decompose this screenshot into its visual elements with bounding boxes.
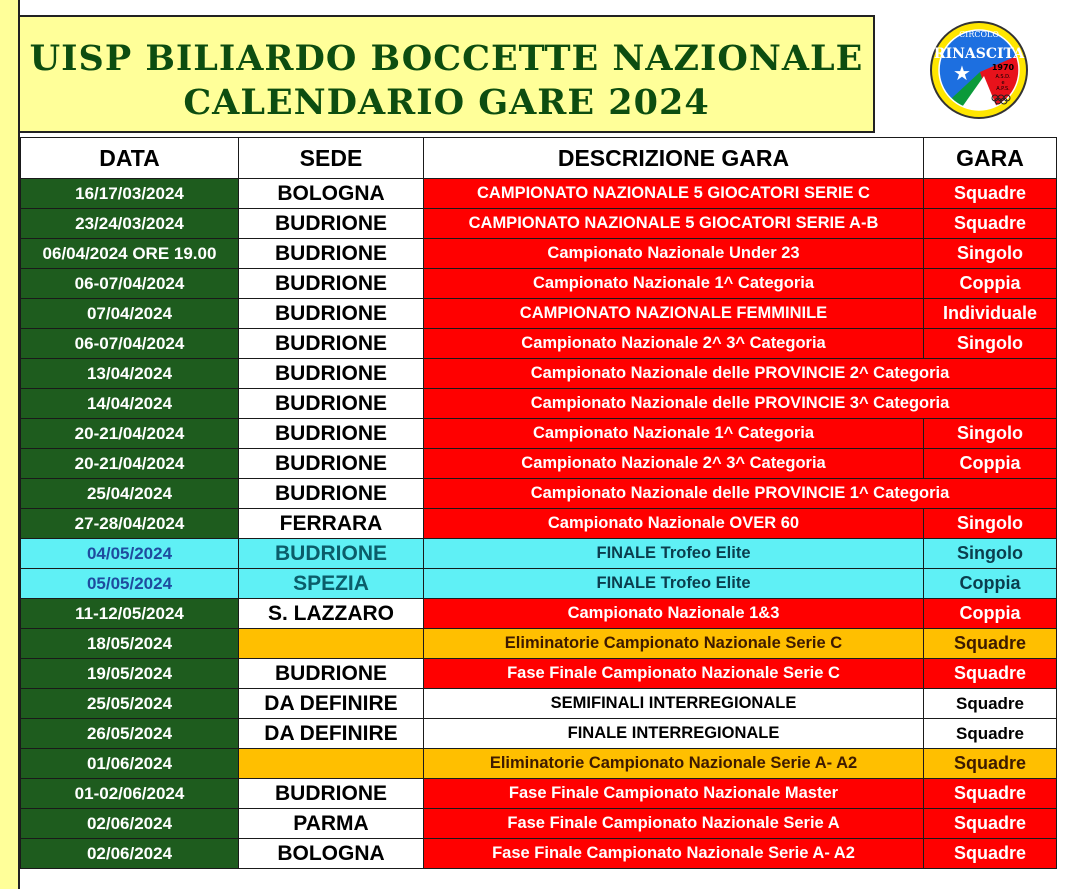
table-row [21, 479, 1057, 509]
cell-descrizione: Fase Finale Campionato Nazionale Serie A- A2 [424, 839, 924, 869]
table-row [21, 179, 1057, 209]
cell-sede: BUDRIONE [239, 239, 424, 269]
cell-descrizione: CAMPIONATO NAZIONALE 5 GIOCATORI SERIE A-B [424, 209, 924, 239]
left-border-strip [0, 0, 20, 889]
cell-sede: BOLOGNA [239, 179, 424, 209]
cell-data: 02/06/2024 [21, 809, 239, 839]
cell-sede: BUDRIONE [239, 539, 424, 569]
title-banner [20, 15, 875, 133]
table-row [21, 209, 1057, 239]
cell-descrizione: Campionato Nazionale 2^ 3^ Categoria [424, 449, 924, 479]
cell-data: 14/04/2024 [21, 389, 239, 419]
cell-gara: Singolo [924, 509, 1057, 539]
cell-gara: Squadre [924, 629, 1057, 659]
cell-gara: Squadre [924, 719, 1057, 749]
circolo-rinascita-logo [920, 20, 1038, 120]
cell-sede: SPEZIA [239, 569, 424, 599]
cell-gara: Singolo [924, 419, 1057, 449]
table-row [21, 449, 1057, 479]
cell-descrizione: FINALE INTERREGIONALE [424, 719, 924, 749]
table-row [21, 389, 1057, 419]
cell-data: 18/05/2024 [21, 629, 239, 659]
cell-data: 05/05/2024 [21, 569, 239, 599]
cell-data: 04/05/2024 [21, 539, 239, 569]
page-subtitle: CALENDARIO GARE 2024 [183, 82, 710, 123]
cell-gara: Squadre [924, 809, 1057, 839]
table-row [21, 599, 1057, 629]
cell-data: 01-02/06/2024 [21, 779, 239, 809]
table-row [21, 509, 1057, 539]
calendar-body [21, 179, 1057, 869]
cell-descrizione: SEMIFINALI INTERREGIONALE [424, 689, 924, 719]
cell-descrizione: Campionato Nazionale 1&3 [424, 599, 924, 629]
cell-sede: BUDRIONE [239, 299, 424, 329]
table-row [21, 299, 1057, 329]
cell-descrizione: FINALE Trofeo Elite [424, 539, 924, 569]
cell-sede: PARMA [239, 809, 424, 839]
table-row [21, 419, 1057, 449]
cell-data: 11-12/05/2024 [21, 599, 239, 629]
cell-sede: DA DEFINIRE [239, 719, 424, 749]
cell-sede: BUDRIONE [239, 419, 424, 449]
header-row [21, 138, 1057, 179]
cell-data: 16/17/03/2024 [21, 179, 239, 209]
cell-descrizione: Fase Finale Campionato Nazionale Serie A [424, 809, 924, 839]
cell-descrizione: CAMPIONATO NAZIONALE 5 GIOCATORI SERIE C [424, 179, 924, 209]
cell-data: 06-07/04/2024 [21, 269, 239, 299]
cell-sede [239, 749, 424, 779]
cell-data: 06-07/04/2024 [21, 329, 239, 359]
cell-descrizione: FINALE Trofeo Elite [424, 569, 924, 599]
cell-descrizione: Campionato Nazionale delle PROVINCIE 3^ Categoria [424, 389, 1057, 419]
table-row [21, 839, 1057, 869]
cell-data: 13/04/2024 [21, 359, 239, 389]
cell-data: 20-21/04/2024 [21, 449, 239, 479]
cell-descrizione: Campionato Nazionale 2^ 3^ Categoria [424, 329, 924, 359]
cell-sede [239, 629, 424, 659]
cell-gara: Squadre [924, 779, 1057, 809]
header-gara: GARA [924, 138, 1057, 179]
cell-gara: Squadre [924, 179, 1057, 209]
cell-descrizione: Eliminatorie Campionato Nazionale Serie A- A2 [424, 749, 924, 779]
cell-sede: BUDRIONE [239, 779, 424, 809]
cell-sede: BUDRIONE [239, 359, 424, 389]
table-row [21, 689, 1057, 719]
cell-sede: BUDRIONE [239, 329, 424, 359]
cell-descrizione: Campionato Nazionale OVER 60 [424, 509, 924, 539]
cell-gara: Squadre [924, 839, 1057, 869]
cell-descrizione: Eliminatorie Campionato Nazionale Serie C [424, 629, 924, 659]
table-row [21, 269, 1057, 299]
cell-gara: Singolo [924, 329, 1057, 359]
cell-data: 07/04/2024 [21, 299, 239, 329]
cell-descrizione: CAMPIONATO NAZIONALE FEMMINILE [424, 299, 924, 329]
logo-name: RINASCITA [933, 46, 1025, 62]
cell-sede: BUDRIONE [239, 269, 424, 299]
table-row [21, 539, 1057, 569]
cell-gara: Coppia [924, 569, 1057, 599]
calendar-table [20, 137, 1057, 869]
cell-gara: Coppia [924, 599, 1057, 629]
cell-gara: Singolo [924, 539, 1057, 569]
header-data: DATA [21, 138, 239, 179]
cell-descrizione: Campionato Nazionale delle PROVINCIE 1^ Categoria [424, 479, 1057, 509]
cell-descrizione: Campionato Nazionale delle PROVINCIE 2^ Categoria [424, 359, 1057, 389]
cell-sede: BOLOGNA [239, 839, 424, 869]
cell-gara: Individuale [924, 299, 1057, 329]
header-sede: SEDE [239, 138, 424, 179]
cell-gara: Squadre [924, 209, 1057, 239]
table-row [21, 239, 1057, 269]
cell-data: 26/05/2024 [21, 719, 239, 749]
table-row [21, 809, 1057, 839]
cell-gara: Squadre [924, 689, 1057, 719]
logo-sub2: e [1001, 80, 1005, 86]
logo-top-text: CIRCOLO [959, 30, 999, 39]
cell-data: 23/24/03/2024 [21, 209, 239, 239]
cell-sede: BUDRIONE [239, 659, 424, 689]
cell-data: 20-21/04/2024 [21, 419, 239, 449]
table-row [21, 719, 1057, 749]
cell-sede: S. LAZZARO [239, 599, 424, 629]
cell-data: 25/04/2024 [21, 479, 239, 509]
cell-data: 27-28/04/2024 [21, 509, 239, 539]
cell-data: 02/06/2024 [21, 839, 239, 869]
cell-sede: BUDRIONE [239, 389, 424, 419]
cell-sede: BUDRIONE [239, 479, 424, 509]
cell-descrizione: Campionato Nazionale Under 23 [424, 239, 924, 269]
cell-gara: Squadre [924, 659, 1057, 689]
cell-descrizione: Campionato Nazionale 1^ Categoria [424, 269, 924, 299]
table-row [21, 569, 1057, 599]
logo-star-icon: ★ [953, 61, 971, 85]
cell-sede: FERRARA [239, 509, 424, 539]
logo-sub3: A.P.S. [996, 86, 1010, 92]
cell-data: 06/04/2024 ORE 19.00 [21, 239, 239, 269]
cell-data: 19/05/2024 [21, 659, 239, 689]
cell-sede: BUDRIONE [239, 209, 424, 239]
table-row [21, 749, 1057, 779]
logo-sub1: A.S.D. [995, 74, 1011, 80]
cell-sede: BUDRIONE [239, 449, 424, 479]
cell-descrizione: Fase Finale Campionato Nazionale Master [424, 779, 924, 809]
table-row [21, 779, 1057, 809]
cell-gara: Coppia [924, 269, 1057, 299]
cell-data: 25/05/2024 [21, 689, 239, 719]
page-title: UISP BILIARDO BOCCETTE NAZIONALE [29, 38, 864, 79]
table-row [21, 659, 1057, 689]
cell-gara: Coppia [924, 449, 1057, 479]
header-descrizione: DESCRIZIONE GARA [424, 138, 924, 179]
logo-year: 1970 [991, 63, 1015, 72]
cell-sede: DA DEFINIRE [239, 689, 424, 719]
cell-descrizione: Fase Finale Campionato Nazionale Serie C [424, 659, 924, 689]
cell-gara: Singolo [924, 239, 1057, 269]
table-row [21, 359, 1057, 389]
table-row [21, 629, 1057, 659]
cell-descrizione: Campionato Nazionale 1^ Categoria [424, 419, 924, 449]
cell-data: 01/06/2024 [21, 749, 239, 779]
cell-gara: Squadre [924, 749, 1057, 779]
table-row [21, 329, 1057, 359]
